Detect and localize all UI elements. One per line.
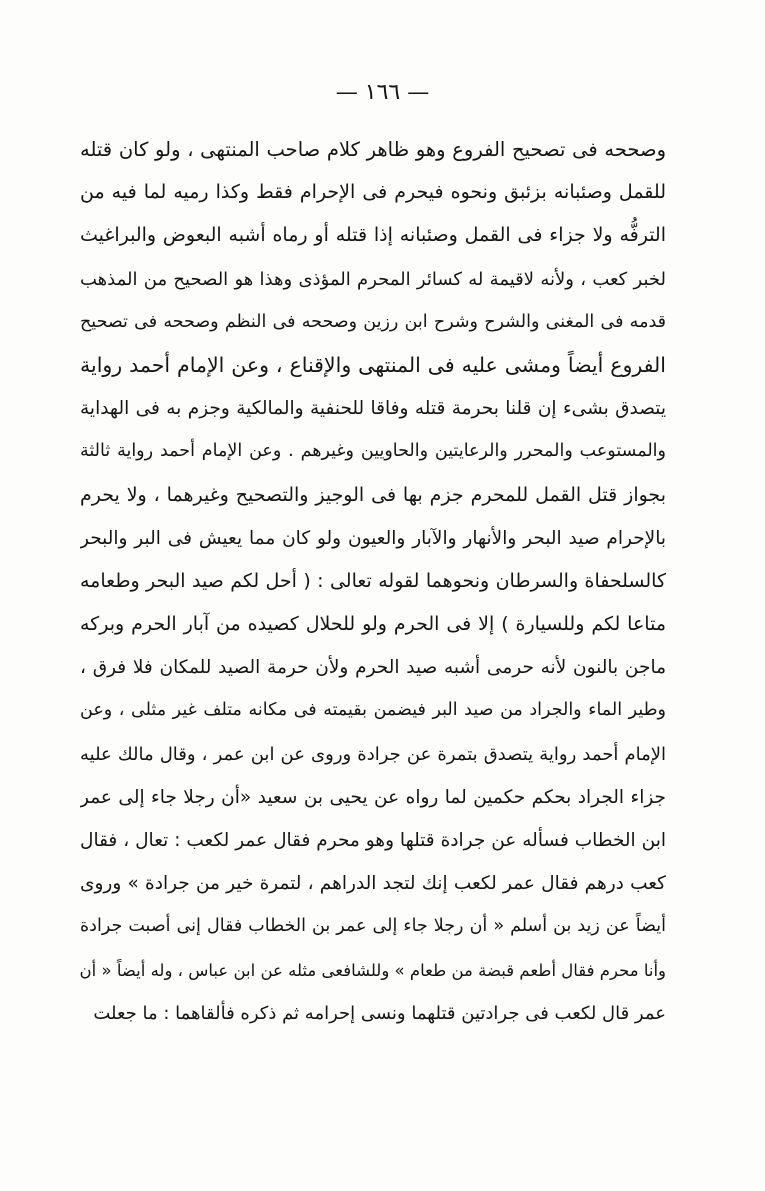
text-line: ماجن بالنون لأنه حرمى أشبه صيد الحرم ولأن حرمة الصيد للمكان فلا فرق ، <box>80 657 666 679</box>
text-line: بجواز قتل القمل للمحرم جزم بها فى الوجيز والتصحيح وغيرهما ، ولا يحرم <box>80 483 666 506</box>
page-number: — ١٦٦ — <box>335 80 430 105</box>
body-text <box>80 128 666 1035</box>
text-line: عمر قال لكعب فى جرادتين قتلهما ونسى إحرامه ثم ذكره فألقاهما : ما جعلت <box>93 1002 666 1024</box>
text-line: الفروع أيضاً ومشى عليه فى المنتهى والإقناع ، وعن الإمام أحمد رواية <box>80 352 666 377</box>
text-line: لخبر كعب ، ولأنه لاقيمة له كسائر المحرم المؤذى وهذا هو الصحيح من المذهب <box>80 268 666 290</box>
text-line: كعب درهم فقال عمر لكعب إنك لتجد الدراهم ، لتمرة خير من جرادة » وروى <box>80 873 666 895</box>
text-line: كالسلحفاة والسرطان ونحوهما لقوله تعالى : ( أحل لكم صيد البحر وطعامه <box>80 569 666 592</box>
text-line: الإمام أحمد رواية يتصدق بتمرة عن جرادة وروى عن ابن عمر ، وقال مالك عليه <box>80 743 666 765</box>
text-line: يتصدق بشىء إن قلنا بحرمة قتله وفاقا للحنفية والمالكية وجزم به فى الهداية <box>80 398 666 420</box>
text-line: بالإحرام صيد البحر والأنهار والآبار والعيون ولو كان مما يعيش فى البر والبحر <box>80 527 666 549</box>
text-line: جزاء الجراد بحكم حكمين لما رواه عن يحيى بن سعيد «أن رجلا جاء إلى عمر <box>80 786 666 808</box>
text-line: متاعا لكم وللسيارة ) إلا فى الحرم ولو للحلال كصيده من آبار الحرم وبركه <box>80 613 666 636</box>
text-line: ابن الخطاب فسأله عن جرادة قتلها وهو محرم فقال عمر لكعب : تعال ، فقال <box>80 830 666 851</box>
text-line: وصححه فى تصحيح الفروع وهو ظاهر كلام صاحب المنتهى ، ولو كان قتله <box>80 138 666 161</box>
text-line: الترفُّه ولا جزاء فى القمل وصئبانه إذا قتله أو رماه أشبه البعوض والبراغيث <box>80 224 666 247</box>
text-line: قدمه فى المغنى والشرح وشرح ابن رزين وصححه فى النظم وصححه فى تصحيح <box>80 311 666 332</box>
text-line: والمستوعب والمحرر والرعايتين والحاويين وغيرهم . وعن الإمام أحمد رواية ثالثة <box>80 441 666 462</box>
text-line: وطير الماء والجراد من صيد البر فيضمن بقيمته فى مكانه متلف غير مثلى ، وعن <box>80 700 666 721</box>
text-line: وأنا محرم فقال أطعم قبضة من طعام » وللشافعى مثله عن ابن عباس ، وله أيضاً « أن <box>80 960 666 980</box>
text-line: أيضاً عن زيد بن أسلم « أن رجلا جاء إلى عمر بن الخطاب فقال إنى أصبت جرادة <box>80 916 666 937</box>
text-line: للقمل وصئبانه بزئبق ونحوه فيحرم فى الإحرام فقط وكذا رميه لما فيه من <box>80 181 666 204</box>
